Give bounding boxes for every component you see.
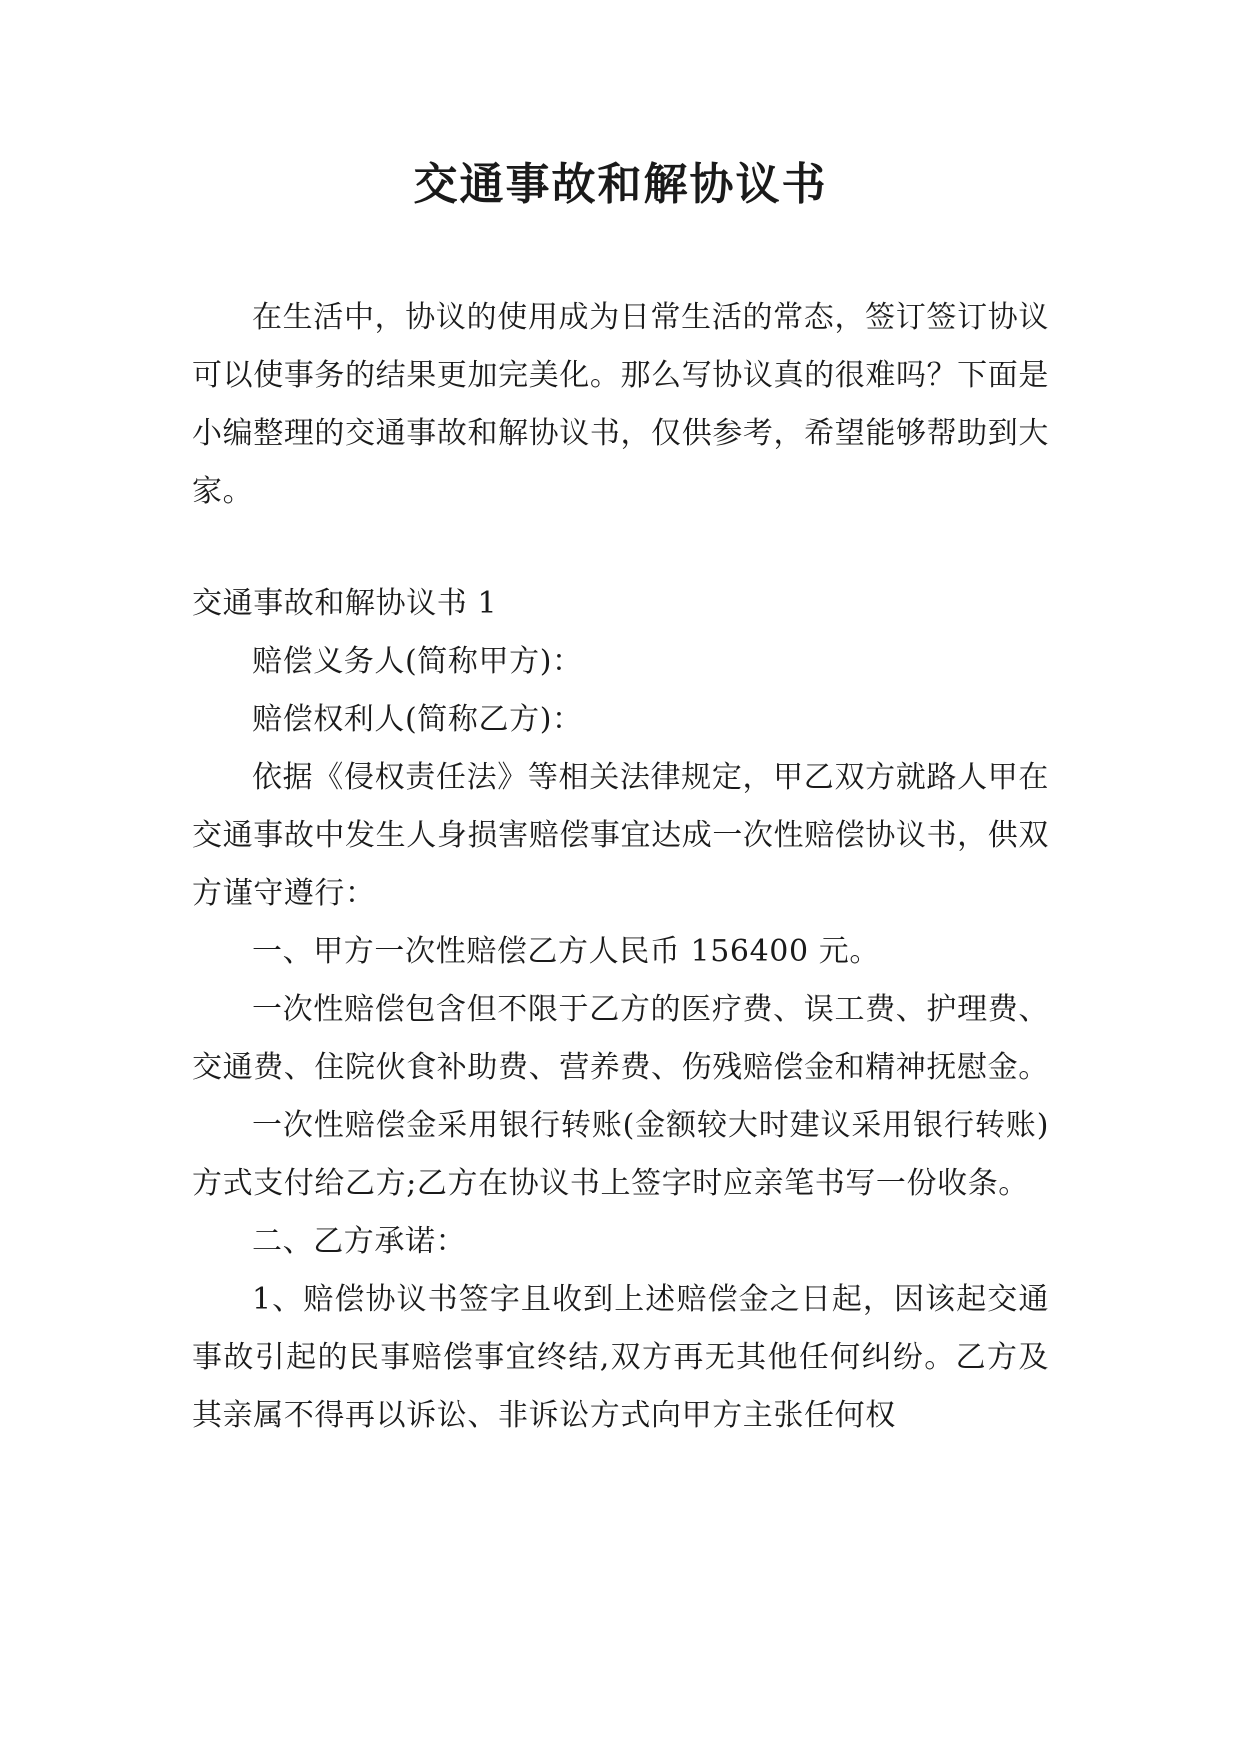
section-heading: 交通事故和解协议书 1 xyxy=(192,586,498,621)
paragraph-clause-one: 一、甲方一次性赔偿乙方人民币 156400 元。 xyxy=(252,934,880,969)
paragraph-clause-two: 二、乙方承诺： xyxy=(252,1224,467,1259)
paragraph-payment-method: 一次性赔偿金采用银行转账(金额较大时建议采用银行转账)方式支付给乙方;乙方在协议书上签字时应亲笔书写一份收条。 xyxy=(192,1108,1049,1201)
paragraph-compensation-scope: 一次性赔偿包含但不限于乙方的医疗费、误工费、护理费、交通费、住院伙食补助费、营养费、伤残赔偿金和精神抚慰金。 xyxy=(192,992,1049,1085)
paragraph-compensation-obligee: 赔偿权利人(简称乙方)： xyxy=(252,702,583,737)
paragraph-compensation-obligor: 赔偿义务人(简称甲方)： xyxy=(252,644,583,679)
intro-paragraph: 在生活中，协议的使用成为日常生活的常态，签订签订协议可以使事务的结果更加完美化。那么写协议真的很难吗？下面是小编整理的交通事故和解协议书，仅供参考，希望能够帮助到大家。 xyxy=(192,300,1049,509)
document-body xyxy=(192,289,1049,1445)
paragraph-commitment-one: 1、赔偿协议书签字且收到上述赔偿金之日起，因该起交通事故引起的民事赔偿事宜终结,双方再无其他任何纠纷。乙方及其亲属不得再以诉讼、非诉讼方式向甲方主张任何权 xyxy=(192,1282,1049,1433)
paragraph-legal-basis: 依据《侵权责任法》等相关法律规定，甲乙双方就路人甲在交通事故中发生人身损害赔偿事宜达成一次性赔偿协议书，供双方谨守遵行： xyxy=(192,760,1049,911)
document-title: 交通事故和解协议书 xyxy=(413,159,828,210)
